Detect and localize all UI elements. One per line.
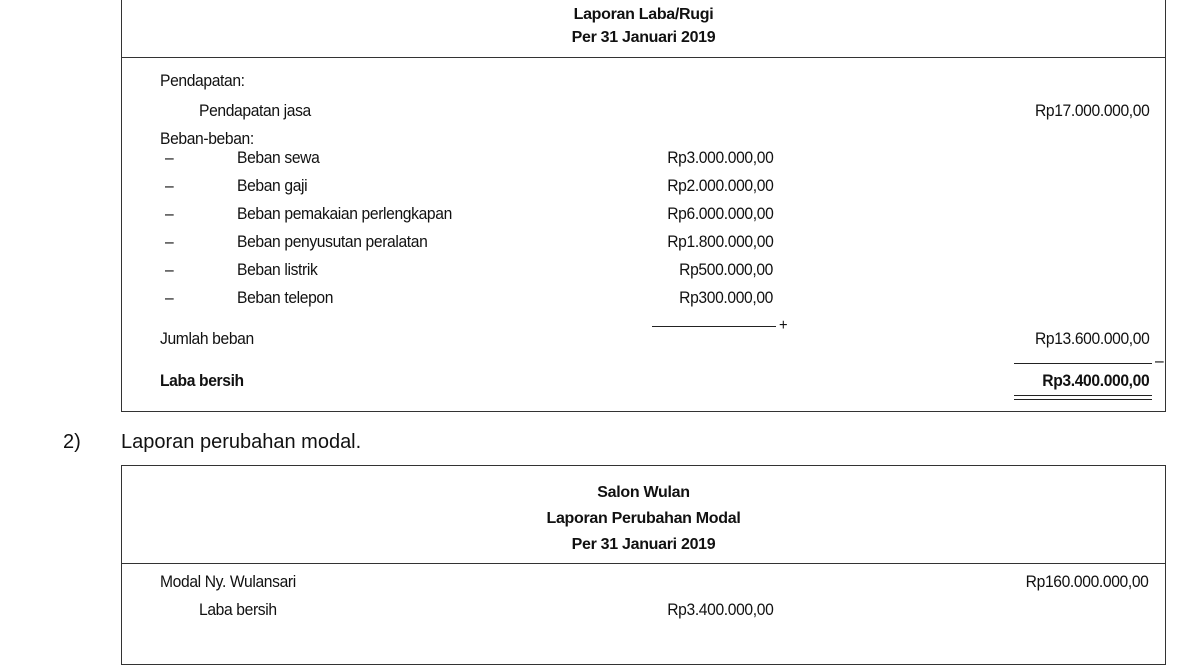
double-underline-top xyxy=(1014,395,1152,396)
header-divider xyxy=(122,563,1165,564)
plus-sign: + xyxy=(779,317,788,334)
net-income-amount: Rp3.400.000,00 xyxy=(1041,371,1149,390)
statement-title: Laporan Laba/Rugi xyxy=(573,6,714,23)
expense-label: Beban listrik xyxy=(237,260,318,279)
opening-capital-label: Modal Ny. Wulansari xyxy=(160,572,296,591)
net-income-amount: Rp3.400.000,00 xyxy=(666,600,773,619)
subtotal-line xyxy=(652,326,776,327)
net-income-label: Laba bersih xyxy=(160,371,244,390)
expense-label: Beban pemakaian perlengkapan xyxy=(237,204,452,223)
section-heading: Laporan perubahan modal. xyxy=(121,431,362,453)
expenses-label: Beban-beban: xyxy=(160,129,254,148)
bullet-dash: – xyxy=(165,204,174,223)
revenue-label: Pendapatan: xyxy=(160,71,245,90)
expense-amount: Rp1.800.000,00 xyxy=(666,232,773,251)
expense-label: Beban telepon xyxy=(237,288,334,307)
total-line xyxy=(1014,363,1152,364)
expense-amount: Rp3.000.000,00 xyxy=(666,148,773,167)
revenue-item-label: Pendapatan jasa xyxy=(199,101,311,120)
double-underline-bottom xyxy=(1014,399,1152,400)
expense-label: Beban gaji xyxy=(237,176,308,195)
expense-amount: Rp2.000.000,00 xyxy=(666,176,773,195)
expense-amount: Rp6.000.000,00 xyxy=(666,204,773,223)
expense-amount: Rp300.000,00 xyxy=(679,288,773,307)
statement-title: Laporan Perubahan Modal xyxy=(546,510,741,527)
income-statement-table xyxy=(121,0,1166,412)
minus-sign: – xyxy=(1155,351,1164,370)
opening-capital-amount: Rp160.000.000,00 xyxy=(1026,572,1149,591)
bullet-dash: – xyxy=(165,232,174,251)
statement-date: Per 31 Januari 2019 xyxy=(571,536,716,553)
revenue-item-amount: Rp17.000.000,00 xyxy=(1034,101,1149,120)
expense-label: Beban sewa xyxy=(237,148,320,167)
header-divider xyxy=(122,57,1165,58)
bullet-dash: – xyxy=(165,260,174,279)
net-income-label: Laba bersih xyxy=(199,600,277,619)
capital-statement-table xyxy=(121,465,1166,665)
total-expenses-label: Jumlah beban xyxy=(160,329,254,348)
expense-label: Beban penyusutan peralatan xyxy=(237,232,428,251)
total-expenses-amount: Rp13.600.000,00 xyxy=(1034,329,1149,348)
section-number: 2) xyxy=(63,431,81,453)
bullet-dash: – xyxy=(165,148,174,167)
company-name: Salon Wulan xyxy=(597,484,690,501)
statement-date: Per 31 Januari 2019 xyxy=(571,29,716,46)
expense-amount: Rp500.000,00 xyxy=(679,260,773,279)
bullet-dash: – xyxy=(165,288,174,307)
bullet-dash: – xyxy=(165,176,174,195)
